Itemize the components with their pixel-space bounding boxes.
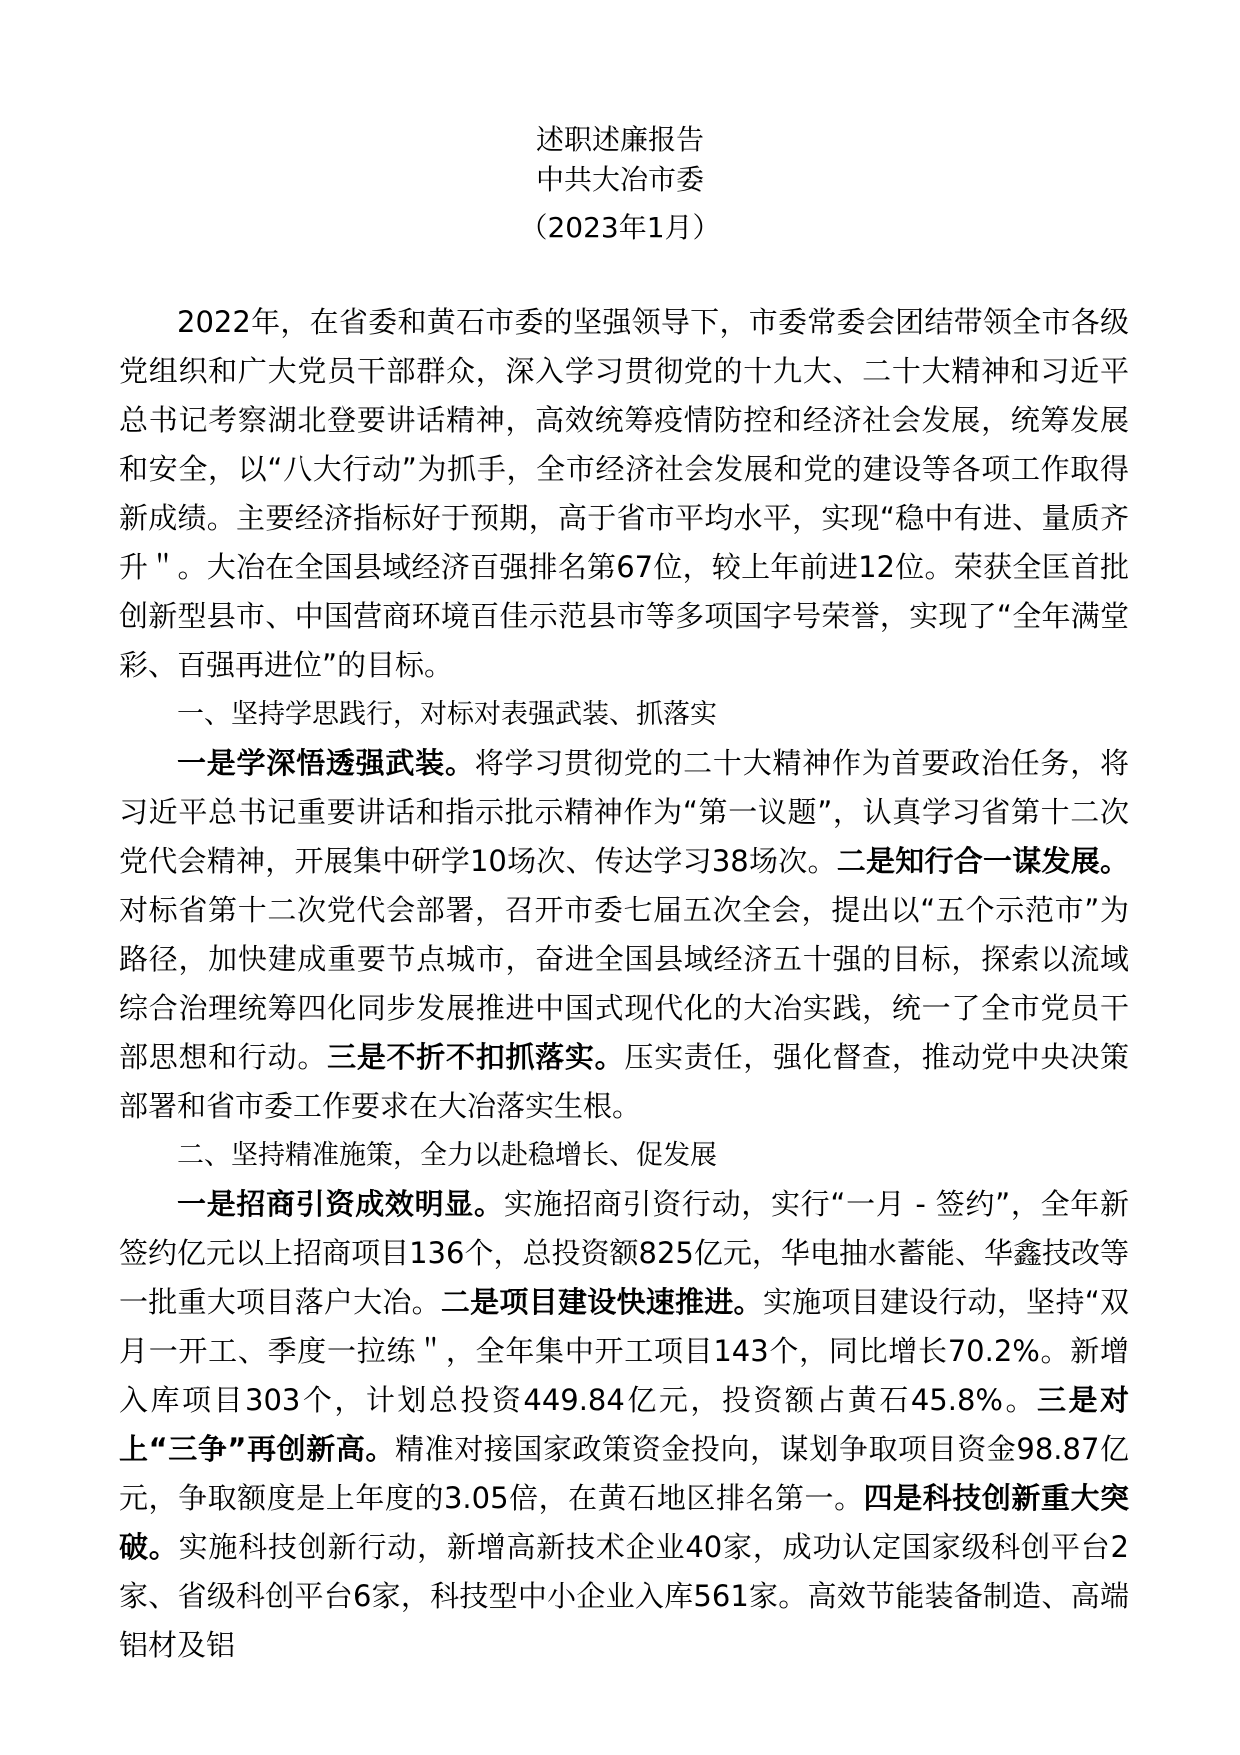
document-org: 中共大冶市委 [535, 163, 704, 196]
section-2-point-3-text: 精准对接国家政策资金投向，谋划争取项目资金98.87亿元，争取额度是上年度的3.05倍，在黄石地区排名第一。 [119, 1432, 1129, 1515]
section-1-heading: 一、坚持学思践行，对标对表强武装、抓落实 [177, 699, 717, 730]
section-1-paragraph [119, 739, 1129, 1131]
section-2-point-2-title: 二是项目建设快速推进。 [440, 1285, 763, 1319]
section-1-point-1-title: 一是学深悟透强武装。 [177, 746, 475, 780]
section-2-point-1-text: 实施招商引资行动，实行“一月 - 签约”，全年新签约亿元以上招商项目136个，总投资额825亿元，华电抽水蓄能、华鑫技改等一批重大项目落户大冶。 [119, 1187, 1129, 1319]
document-body [119, 298, 1129, 1670]
section-1-point-3-title: 三是不折不扣抓落实。 [327, 1040, 625, 1074]
section-2-point-4-text: 实施科技创新行动，新增高新技术企业40家，成功认定国家级科创平台2家、省级科创平台6家，科技型中小企业入库561家。高效节能装备制造、高端铝材及铝 [119, 1530, 1129, 1662]
section-1-point-2-text: 对标省第十二次党代会部署，召开市委七届五次全会，提出以“五个示范市”为路径，加快建成重要节点城市，奋进全国县域经济五十强的目标，探索以流域综合治理统筹四化同步发展推进中国式现代化的大冶实践，统一了全市党员干部思想和行动。 [119, 893, 1129, 1074]
document-title: 述职述廉报告 [535, 123, 704, 156]
intro-paragraph: 2022年，在省委和黄石市委的坚强领导下，市委常委会团结带领全市各级党组织和广大党员干部群众，深入学习贯彻党的十九大、二十大精神和习近平总书记考察湖北登要讲话精神，高效统筹疫情防控和经济社会发展，统筹发展和安全，以“八大行动”为抓手，全市经济社会发展和党的建设等各项工作取得新成绩。主要经济指标好于预期，高于省市平均水平，实现“稳中有进、量质齐升＂。大冶在全国县域经济百强排名第67位，较上年前进12位。荣获全匡首批创新型县市、中国营商环境百佳示范县市等多项国字号荣誉，实现了“全年满堂彩、百强再进位”的目标。 [119, 305, 1129, 682]
document-date: （2023年1月） [519, 211, 721, 244]
section-2-point-2-text: 实施项目建设行动，坚持“双月一开工、季度一拉练＂，全年集中开工项目143个，同比增长70.2%。新增入库项目303个，计划总投资449.84亿元，投资额占黄石45.8%。 [119, 1285, 1129, 1417]
section-1-point-1-text: 将学习贯彻党的二十大精神作为首要政治任务，将习近平总书记重要讲话和指示批示精神作为“第一议题”，认真学习省第十二次党代会精神，开展集中研学10场次、传达学习38场次。 [119, 746, 1129, 878]
section-1-point-2-title: 二是知行合一谋发展。 [836, 844, 1129, 878]
section-2-point-4-title: 四是科技创新重大突破。 [119, 1481, 1129, 1564]
section-2-heading: 二、坚持精准施策，全力以赴稳增长、促发展 [177, 1140, 717, 1171]
title-block [0, 120, 1240, 248]
section-1-point-3-text: 压实责任，强化督查，推动党中央决策部署和省市委工作要求在大冶落实生根。 [119, 1040, 1129, 1123]
section-2-point-1-title: 一是招商引资成效明显。 [177, 1187, 504, 1221]
section-2-point-3-title: 三是对上“三争”再创新高。 [119, 1383, 1129, 1466]
section-2-paragraph [119, 1180, 1129, 1670]
